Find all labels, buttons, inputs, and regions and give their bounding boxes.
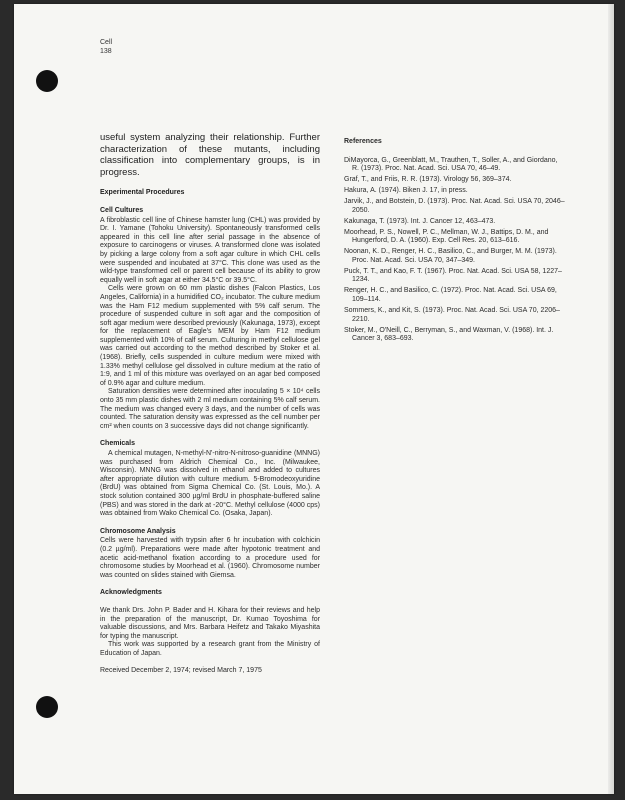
reference-item: Moorhead, P. S., Nowell, P. C., Mellman, W. J., Battips, D. M., and Hungerford, D. A. (1960). Exp. Cell Res. 20, 613–616. <box>344 228 549 245</box>
reference-item: Renger, H. C., and Basilico, C. (1972). Proc. Nat. Acad. Sci. USA 69, 109–114. <box>344 287 557 304</box>
acknowledgments-section <box>100 589 320 658</box>
references-column <box>344 138 566 346</box>
cell-cultures-paragraph-3: Saturation densities were determined after inoculating 5 × 10⁴ cells onto 35 mm plastic dishes with 2 ml medium containing 5% calf serum. The medium was changed every 3 days, and the number of cells was counted. The saturation density was expressed as the cell number per cm² when counts on 3 successive days did not change significantly. <box>100 388 320 430</box>
acknowledgments-heading: Acknowledgments <box>100 589 162 597</box>
reference-item: Graf, T., and Friis, R. R. (1973). Virology 56, 369–374. <box>344 176 512 184</box>
chemicals-paragraph: A chemical mutagen, N-methyl-N'-nitro-N-nitroso-guanidine (MNNG) was purchased from Aldrich Chemical Co., Inc. (Milwaukee, Wisconsin). MNNG was dissolved in ethanol and added to cultures after appropriate dilution with culture medium. 5-Bromodeoxyuridine (BrdU) was obtained from Sigma Chemical Co. (St. Louis, Mo.). A stock solution contained 300 µg/ml BrdU in phosphate-buffered saline (PBS) and was stored in the dark at -20°C. Methyl cellulose (4000 cps) was obtained from Wako Chemical Co. (Osaka, Japan). <box>100 450 320 518</box>
paper-sheet <box>14 4 614 794</box>
journal-name: Cell <box>100 39 113 46</box>
reference-item: Stoker, M., O'Neill, C., Berryman, S., and Waxman, V. (1968). Int. J. Cancer 3, 683–693. <box>344 326 554 343</box>
reference-item: Kakunaga, T. (1973). Int. J. Cancer 12, 463–473. <box>344 217 496 225</box>
cell-cultures-heading: Cell Cultures <box>100 206 144 214</box>
reference-item: Noonan, K. D., Renger, H. C., Basilico, C., and Burger, M. M. (1973). Proc. Nat. Acad. Sci. USA 70, 347–349. <box>344 248 557 264</box>
reference-item: Puck, T. T., and Kao, F. T. (1967). Proc. Nat. Acad. Sci. USA 58, 1227–1234. <box>344 267 562 284</box>
acknowledgments-paragraph-2: This work was supported by a research grant from the Ministry of Education of Japan. <box>100 641 320 657</box>
reference-item: DiMayorca, G., Greenblatt, M., Trauthen, T., Soller, A., and Giordano, R. (1973). Proc. Nat. Acad. Sci. USA 70, 46–49. <box>344 156 558 173</box>
reference-item: Jarvik, J., and Botstein, D. (1973). Proc. Nat. Acad. Sci. USA 70, 2046–2050. <box>344 198 565 214</box>
chromosome-analysis-section <box>100 528 320 581</box>
references-heading: References <box>344 138 382 145</box>
experimental-procedures-heading: Experimental Procedures <box>100 189 185 197</box>
cell-cultures-paragraph-2: Cells were grown on 60 mm plastic dishes (Falcon Plastics, Los Angeles, California) in a humidified CO₂ incubator. The culture medium was the Ham F12 medium supplemented with 5% calf serum. The procedure of suspended culture in soft agar and the composition of soft agar medium were described previously (Kakunaga, 1973), except for the replacement of Eagle's MEM by Ham F12 medium supplemented with 10% of calf serum. Culturing in methyl cellulose gel was carried out according to the method described by Stoker et al. (1968). Briefly, cells suspended in culture medium were mixed with 1.33% methyl cellulose gel dissolved in culture medium at the ratio of 1:9, and 1 ml of this mixture was overlayed on an agar bed composed of 0.9% agar and culture medium. <box>100 285 320 387</box>
running-header <box>100 38 112 56</box>
chromosome-analysis-heading: Chromosome Analysis <box>100 527 176 535</box>
reference-list <box>344 157 566 344</box>
left-column <box>100 132 320 676</box>
paper-edge-shadow <box>608 4 614 794</box>
cell-cultures-section <box>100 207 320 431</box>
cell-cultures-paragraph-1: A fibroblastic cell line of Chinese hamster lung (CHL) was provided by Dr. I. Yamane (Tohoku University). Spontaneously transformed cells appeared in this cell line after serial passage in the absence of exposure to carcinogens or viruses. A transformed clone was isolated by picking a large colony from a soft agar culture in which CHL cells were suspended and incubated at 37°C. This clone was used as the wild-type transformed cell or parent cell because of its ability to grow equally well in soft agar at either 34.5°C or 39.5°C. <box>100 216 320 284</box>
punch-hole-top <box>36 70 58 92</box>
punch-hole-bottom <box>36 696 58 718</box>
reference-item: Hakura, A. (1974). Biken J. 17, in press. <box>344 187 468 195</box>
lead-paragraph: useful system analyzing their relationship. Further characterization of these mutants, including classification into complementary groups, is in progress. <box>100 132 320 178</box>
received-date: Received December 2, 1974; revised March 7, 1975 <box>100 667 262 675</box>
chemicals-heading: Chemicals <box>100 440 136 448</box>
reference-item: Sommers, K., and Kit, S. (1973). Proc. Nat. Acad. Sci. USA 70, 2206–2210. <box>344 307 560 323</box>
chromosome-analysis-paragraph: Cells were harvested with trypsin after 6 hr incubation with colchicin (0.2 µg/ml). Preparations were made after hypotonic treatment and acetic acid-methanol fixation according to a procedure used for chromosome studies by Moorhead et al. (1960). Chromosome number was counted on slides stained with Giemsa. <box>100 537 320 579</box>
chemicals-section <box>100 440 320 518</box>
acknowledgments-paragraph-1: We thank Drs. John P. Bader and H. Kihara for their reviews and help in the preparation of the manuscript, Dr. Kumao Toyoshima for valuable discussions, and Mrs. Barbara Heifetz and Takako Miyashita for typing the manuscript. <box>100 606 320 640</box>
page-number: 138 <box>100 48 112 55</box>
